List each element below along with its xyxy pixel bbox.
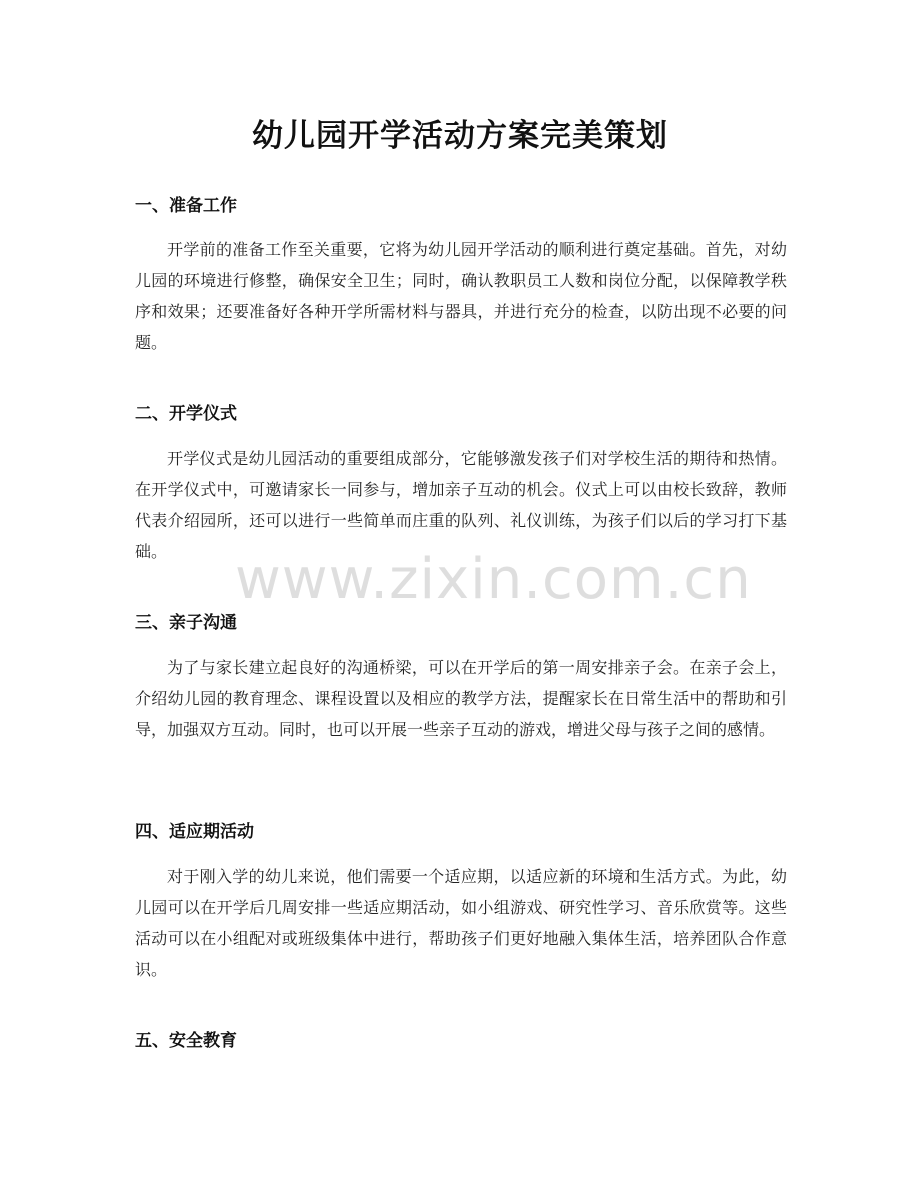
section-paragraph-opening-ceremony: 开学仪式是幼儿园活动的重要组成部分，它能够激发孩子们对学校生活的期待和热情。在开学仪式中，可邀请家长一同参与，增加亲子互动的机会。仪式上可以由校长致辞，教师代表介绍园所，还可以进行一些简单而庄重的队列、礼仪训练，为孩子们以后的学习打下基础。	[135, 449, 787, 561]
section-heading-parent-child-communication: 三、亲子沟通	[135, 613, 237, 633]
section-paragraph-parent-child-communication: 为了与家长建立起良好的沟通桥梁，可以在开学后的第一周安排亲子会。在亲子会上，介绍幼儿园的教育理念、课程设置以及相应的教学方法，提醒家长在日常生活中的帮助和引导，加强双方互动。同时，也可以开展一些亲子互动的游戏，增进父母与孩子之间的感情。	[135, 658, 787, 739]
section-heading-adaptation-activities: 四、适应期活动	[135, 822, 254, 842]
section-heading-opening-ceremony: 二、开学仪式	[135, 404, 237, 424]
section-heading-preparation: 一、准备工作	[135, 196, 237, 216]
watermark: www.zixin.com.cn	[235, 547, 752, 612]
section-paragraph-adaptation-activities: 对于刚入学的幼儿来说，他们需要一个适应期，以适应新的环境和生活方式。为此，幼儿园可以在开学后几周安排一些适应期活动，如小组游戏、研究性学习、音乐欣赏等。这些活动可以在小组配对或班级集体中进行，帮助孩子们更好地融入集体生活，培养团队合作意识。	[135, 867, 787, 979]
section-heading-safety-education: 五、安全教育	[135, 1031, 237, 1051]
section-paragraph-preparation: 开学前的准备工作至关重要，它将为幼儿园开学活动的顺利进行奠定基础。首先，对幼儿园的环境进行修整，确保安全卫生；同时，确认教职员工人数和岗位分配，以保障教学秩序和效果；还要准备好各种开学所需材料与器具，并进行充分的检查，以防出现不必要的问题。	[135, 240, 787, 352]
document-title: 幼儿园开学活动方案完美策划	[252, 118, 668, 154]
